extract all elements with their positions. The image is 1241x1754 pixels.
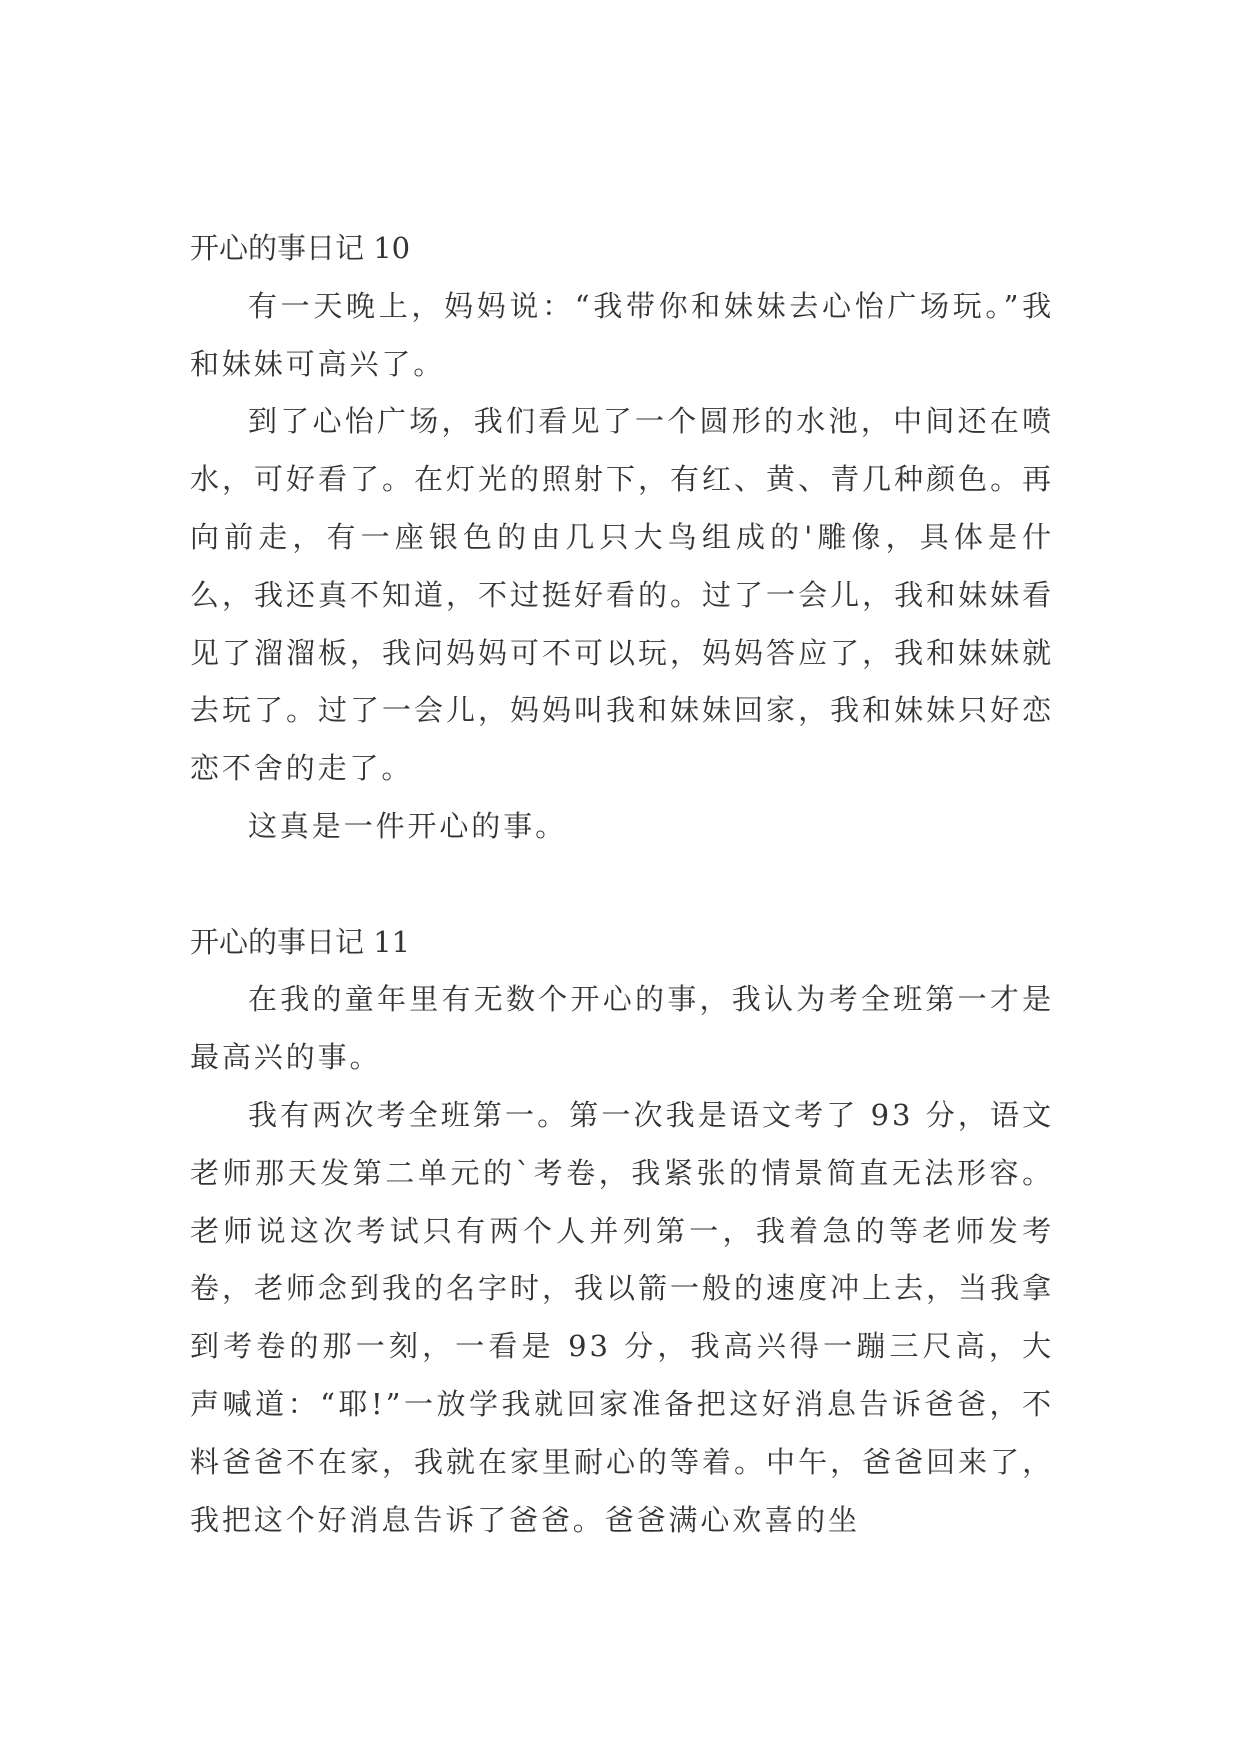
diary-entry-10 — [190, 220, 1054, 856]
entry-title: 开心的事日记 10 — [190, 231, 411, 265]
paragraph: 在我的童年里有无数个开心的事，我认为考全班第一才是最高兴的事。 — [190, 982, 1054, 1075]
paragraph: 我有两次考全班第一。第一次我是语文考了 93 分，语文老师那天发第二单元的`考卷，我紧张的情景简直无法形容。老师说这次考试只有两个人并列第一，我着急的等老师发考卷，老师念到我的名字时，我以箭一般的速度冲上去，当我拿到考卷的那一刻，一看是 93 分，我高兴得一蹦三尺高，大声喊道：“耶!”一放学我就回家准备把这好消息告诉爸爸，不料爸爸不在家，我就在家里耐心的等着。中午，爸爸回来了，我把这个好消息告诉了爸爸。爸爸满心欢喜的坐 — [190, 1097, 1054, 1537]
paragraph: 这真是一件开心的事。 — [248, 808, 568, 843]
section-spacer — [190, 856, 1054, 914]
diary-entry-11 — [190, 914, 1054, 1550]
entry-title: 开心的事日记 11 — [190, 924, 411, 959]
document-body — [190, 220, 1054, 1549]
paragraph: 到了心怡广场，我们看见了一个圆形的水池，中间还在喷水，可好看了。在灯光的照射下，有红、黄、青几种颜色。再向前走，有一座银色的由几只大鸟组成的'雕像，具体是什么，我还真不知道，不过挺好看的。过了一会儿，我和妹妹看见了溜溜板，我问妈妈可不可以玩，妈妈答应了，我和妹妹就去玩了。过了一会儿，妈妈叫我和妹妹回家，我和妹妹只好恋恋不舍的走了。 — [190, 404, 1054, 786]
paragraph: 有一天晚上，妈妈说：“我带你和妹妹去心怡广场玩。”我和妹妹可高兴了。 — [190, 288, 1054, 381]
